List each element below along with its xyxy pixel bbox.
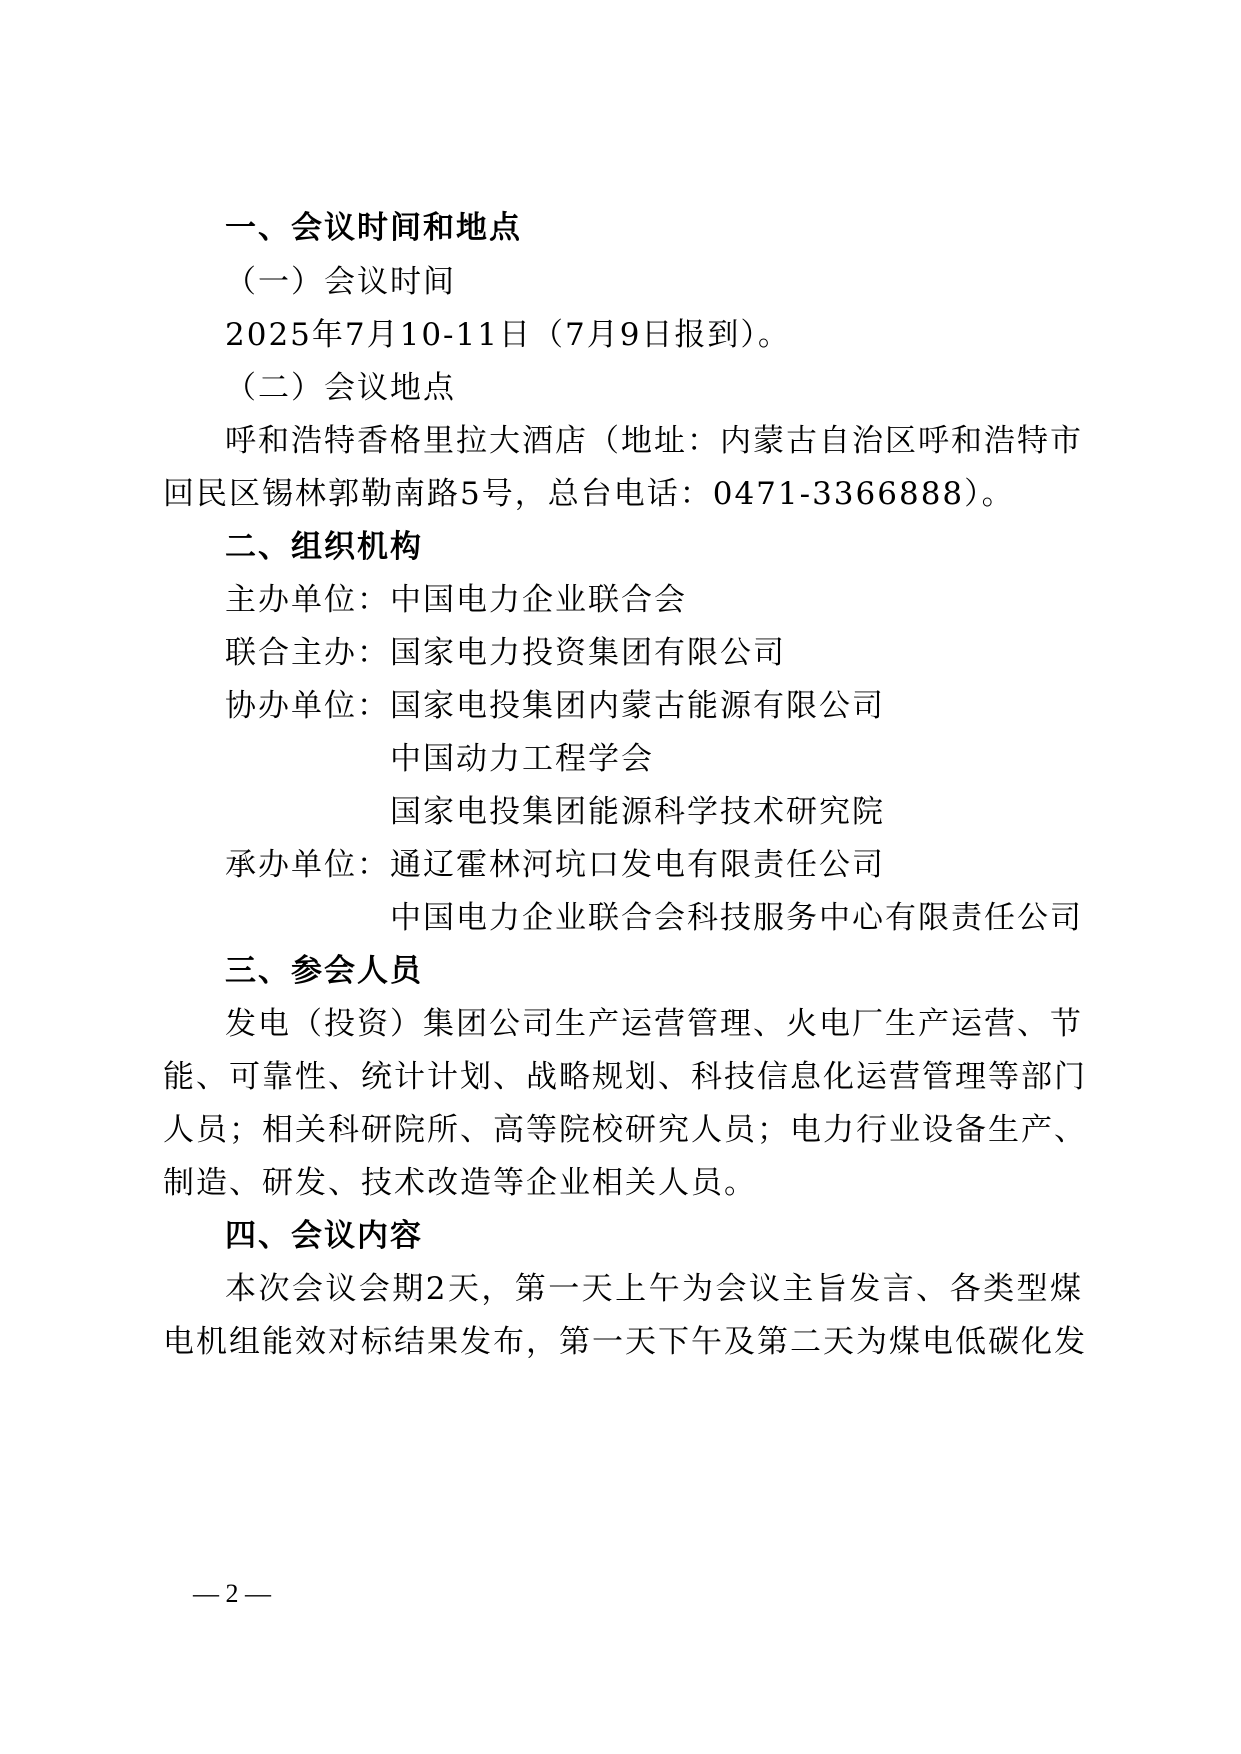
- host-organization: 主办单位：中国电力企业联合会: [225, 582, 687, 618]
- meeting-time-text: 2025年7月10-11日（7月9日报到）。: [225, 317, 791, 353]
- venue-text-line-2: 回民区锡林郭勒南路5号，总台电话：0471-3366888）。: [163, 476, 1015, 512]
- page-number: — 2 —: [193, 1579, 271, 1608]
- attendees-line-3: 人员；相关科研院所、高等院校研究人员；电力行业设备生产、: [163, 1112, 1087, 1148]
- assisting-organization-1: 协办单位：国家电投集团内蒙古能源有限公司: [225, 688, 885, 724]
- subheading-meeting-venue: （二）会议地点: [225, 370, 456, 406]
- subheading-meeting-time: （一）会议时间: [225, 264, 456, 300]
- organizer-2: 中国电力企业联合会科技服务中心有限责任公司: [390, 900, 1083, 936]
- section-heading-3: 三、参会人员: [225, 953, 423, 989]
- section-heading-2: 二、组织机构: [225, 529, 423, 565]
- content-line-2: 电机组能效对标结果发布，第一天下午及第二天为煤电低碳化发: [163, 1324, 1087, 1360]
- assisting-organization-2: 中国动力工程学会: [390, 741, 654, 777]
- organizer-1: 承办单位：通辽霍林河坑口发电有限责任公司: [225, 847, 885, 883]
- attendees-line-4: 制造、研发、技术改造等企业相关人员。: [163, 1165, 757, 1201]
- assisting-organization-3: 国家电投集团能源科学技术研究院: [390, 794, 885, 830]
- co-host-organization: 联合主办：国家电力投资集团有限公司: [225, 635, 786, 671]
- section-heading-1: 一、会议时间和地点: [225, 210, 522, 246]
- content-line-1: 本次会议会期2天，第一天上午为会议主旨发言、各类型煤: [225, 1271, 1083, 1307]
- attendees-line-1: 发电（投资）集团公司生产运营管理、火电厂生产运营、节: [225, 1006, 1083, 1042]
- attendees-line-2: 能、可靠性、统计计划、战略规划、科技信息化运营管理等部门: [163, 1059, 1087, 1095]
- section-heading-4: 四、会议内容: [225, 1218, 423, 1254]
- venue-text-line-1: 呼和浩特香格里拉大酒店（地址：内蒙古自治区呼和浩特市: [225, 423, 1083, 459]
